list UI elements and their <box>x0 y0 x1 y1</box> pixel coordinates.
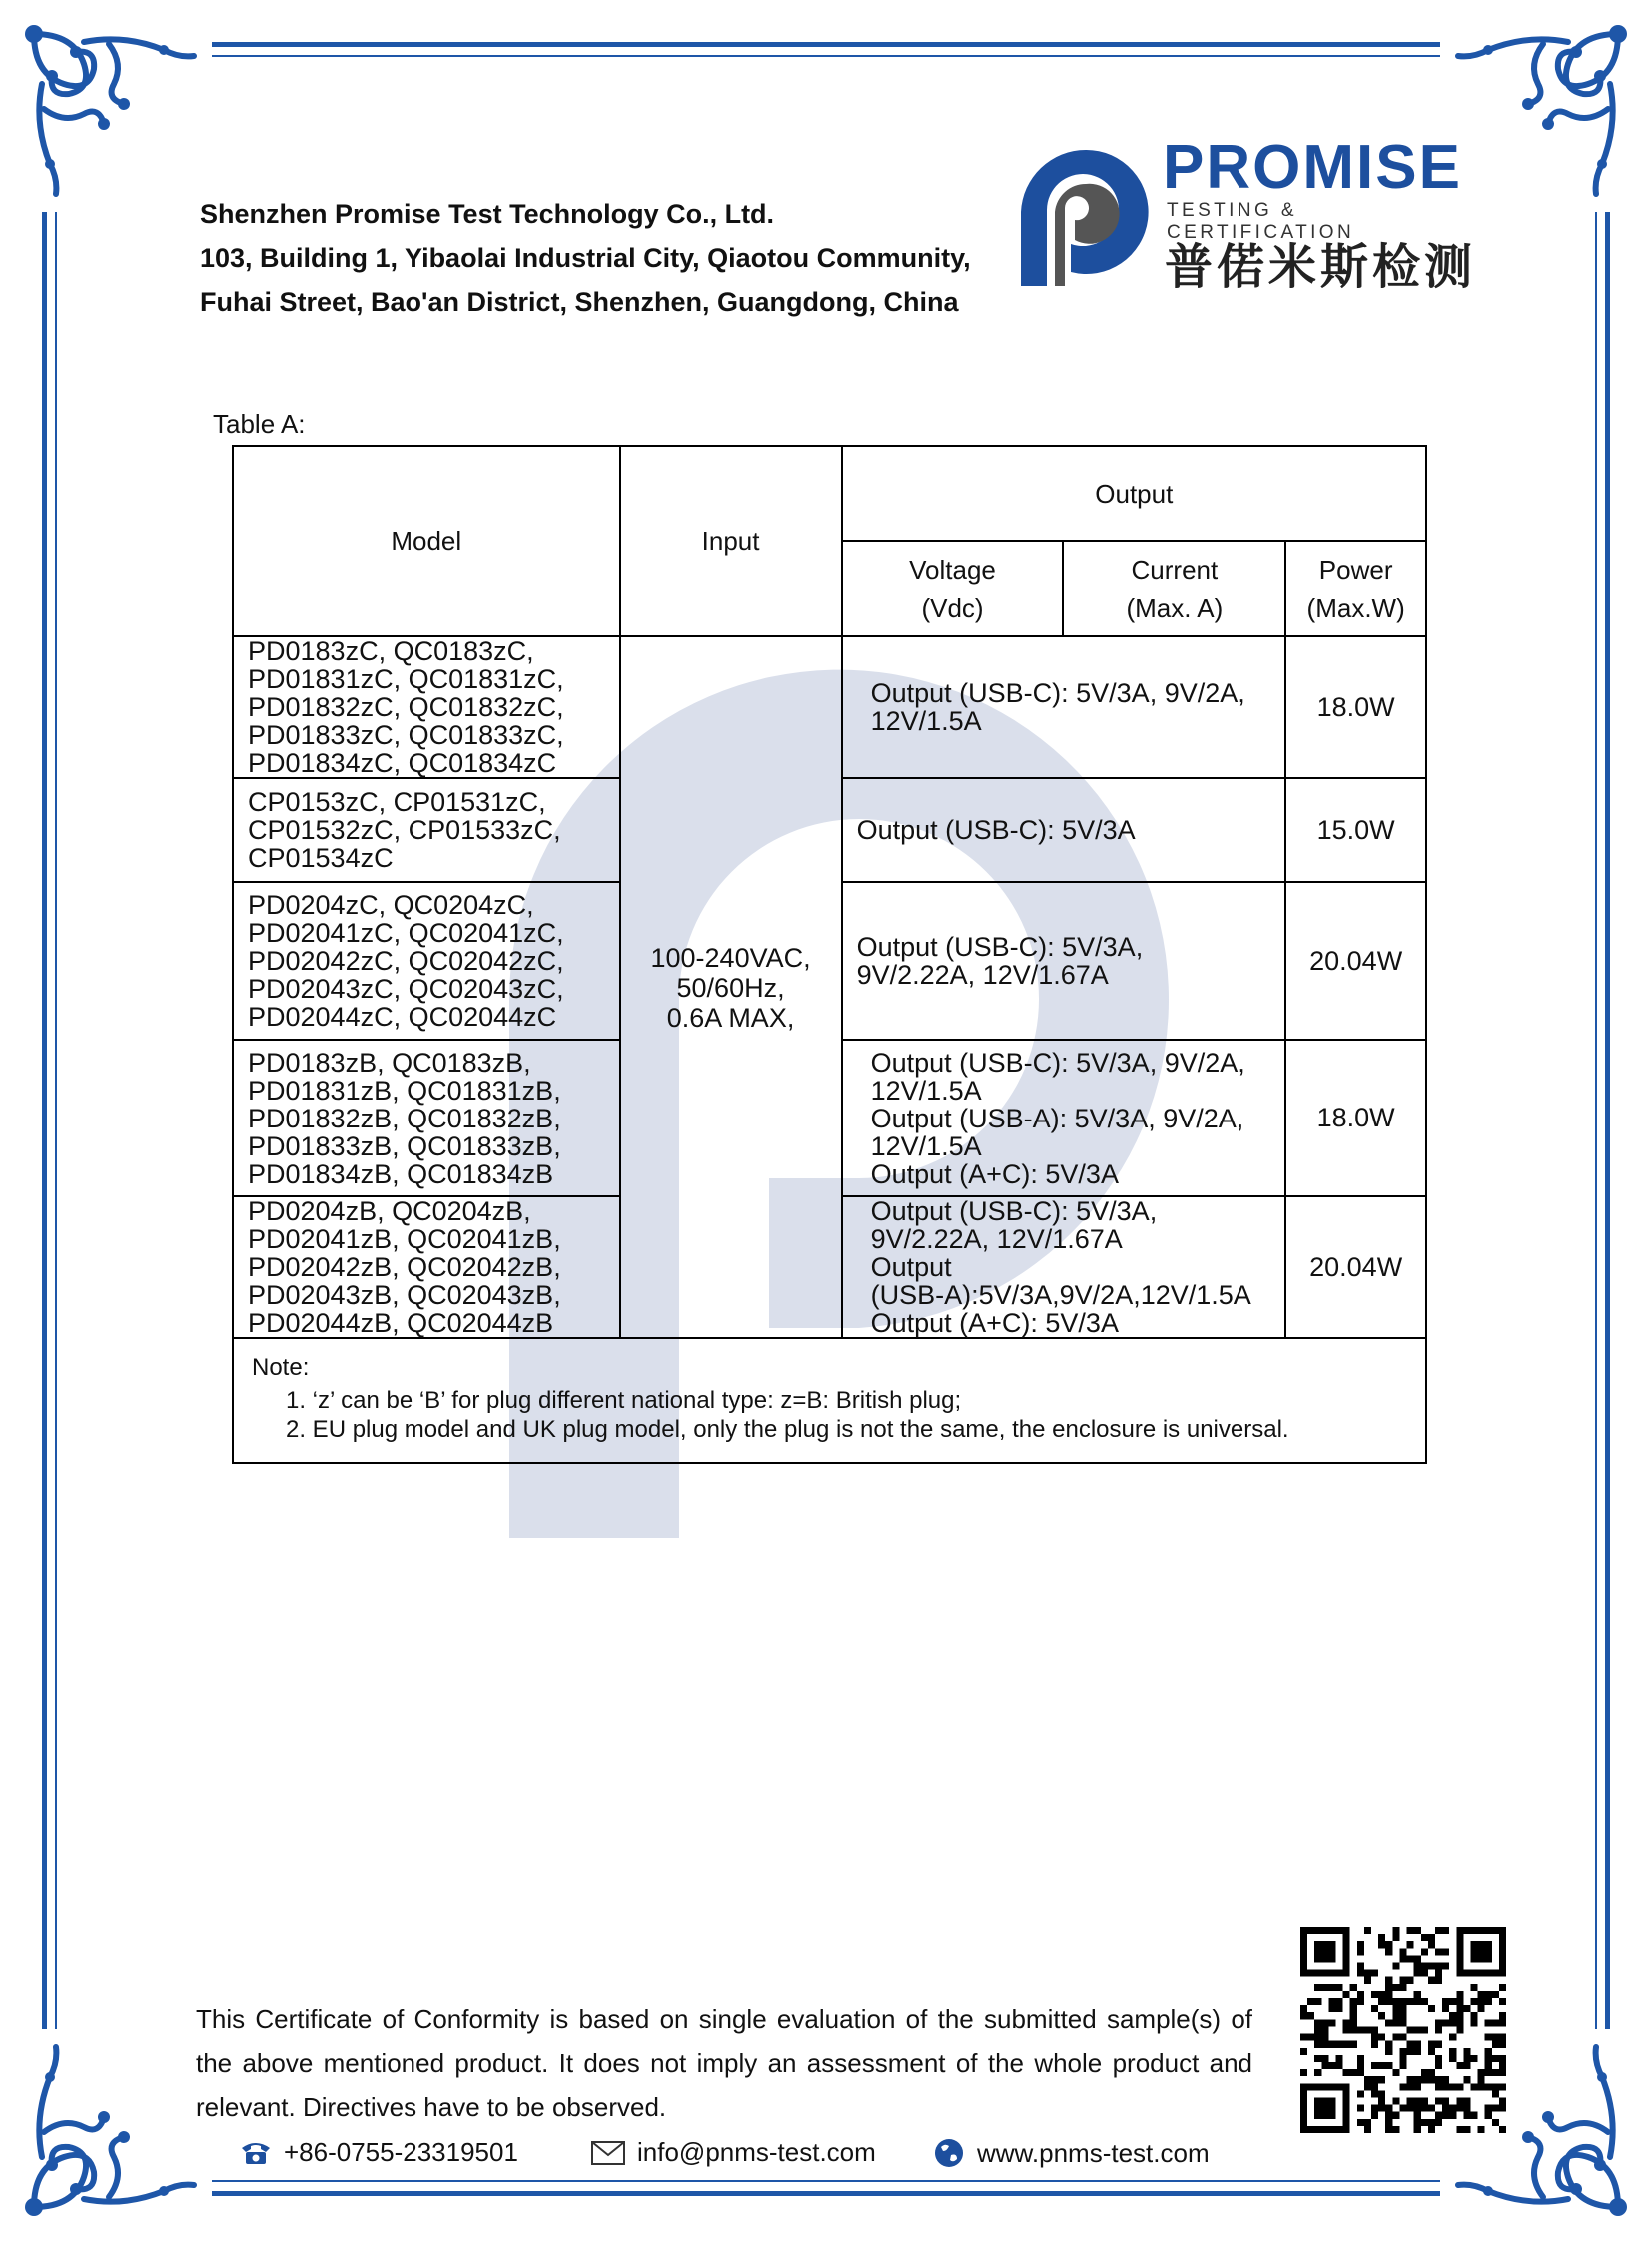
output-spec <box>842 1040 1286 1196</box>
header-power-label: Power <box>1318 554 1393 585</box>
model-line: PD01834zB, QC01834zB <box>248 1158 554 1189</box>
output-line: 12V/1.5A <box>870 1130 982 1161</box>
model-line: PD0204zB, QC0204zB, <box>248 1196 531 1226</box>
header-power <box>1285 541 1426 636</box>
border-bottom-line-thin <box>212 2180 1440 2182</box>
phone-icon <box>240 2140 272 2166</box>
output-line: Output (USB-C): 5V/3A <box>856 815 1136 845</box>
header-model: Model <box>233 446 620 636</box>
output-line: Output (USB-C): 5V/3A, 9V/2A, <box>870 678 1245 708</box>
table-row <box>233 636 1426 778</box>
model-line: PD02041zC, QC02041zC, <box>248 918 564 948</box>
power-value: 15.0W <box>1285 778 1426 882</box>
note-label: Note: <box>252 1354 310 1381</box>
logo-mark-icon <box>1011 140 1161 290</box>
model-line: PD02042zB, QC02042zB, <box>248 1252 561 1282</box>
model-list <box>233 882 620 1040</box>
model-line: PD01832zC, QC01832zC, <box>248 692 564 722</box>
model-line: PD0183zC, QC0183zC, <box>248 636 534 666</box>
model-line: PD01833zC, QC01833zC, <box>248 720 564 750</box>
model-list <box>233 778 620 882</box>
border-left-line-thin <box>55 212 57 2029</box>
model-line: CP01534zC <box>248 843 394 873</box>
model-line: PD01832zB, QC01832zB, <box>248 1103 561 1133</box>
border-bottom-line <box>212 2191 1440 2196</box>
email-address: info@pnms-test.com <box>637 2137 876 2167</box>
border-left-line <box>42 212 47 2029</box>
model-list <box>233 636 620 778</box>
model-line: PD01831zC, QC01831zC, <box>248 664 564 694</box>
model-line: PD01833zB, QC01833zB, <box>248 1130 561 1161</box>
border-top-line <box>212 42 1440 47</box>
header-current <box>1063 541 1285 636</box>
company-address-block <box>200 192 971 324</box>
note-item: 1. ‘z’ can be ‘B’ for plug different national type: z=B: British plug; <box>286 1387 962 1414</box>
note-row <box>233 1338 1426 1463</box>
model-line: PD0183zB, QC0183zB, <box>248 1047 531 1078</box>
header-output: Output <box>842 446 1426 541</box>
model-line: PD02044zC, QC02044zC <box>248 1002 557 1032</box>
model-list <box>233 1040 620 1196</box>
table-title: Table A: <box>213 409 306 439</box>
globe-icon <box>933 2137 965 2169</box>
qr-code[interactable] <box>1300 1927 1506 2133</box>
logo-tagline: TESTING & CERTIFICATION <box>1167 200 1355 243</box>
input-line: 50/60Hz, <box>676 972 785 1003</box>
address-line-1: 103, Building 1, Yibaolai Industrial City, Qiaotou Community, <box>200 243 971 273</box>
model-line: PD02042zC, QC02042zC, <box>248 946 564 976</box>
model-line: CP0153zC, CP01531zC, <box>248 787 546 817</box>
header-power-unit: (Max.W) <box>1306 592 1405 623</box>
header-voltage <box>842 541 1064 636</box>
header-voltage-unit: (Vdc) <box>921 592 984 623</box>
header-current-label: Current <box>1131 554 1219 585</box>
power-value: 20.04W <box>1285 1196 1426 1338</box>
output-line: Output (A+C): 5V/3A <box>870 1308 1119 1338</box>
output-line: 12V/1.5A <box>870 1075 982 1106</box>
website-contact[interactable] <box>933 2137 1210 2169</box>
power-value: 18.0W <box>1285 636 1426 778</box>
header-current-unit: (Max. A) <box>1126 592 1224 623</box>
phone-number: +86-0755-23319501 <box>284 2137 518 2167</box>
border-right-line <box>1605 212 1610 2029</box>
model-list <box>233 1196 620 1338</box>
input-line: 0.6A MAX, <box>666 1002 795 1033</box>
phone-contact[interactable] <box>240 2137 518 2168</box>
power-value: 18.0W <box>1285 1040 1426 1196</box>
model-line: PD01834zC, QC01834zC <box>248 748 557 778</box>
output-line: 9V/2.22A, 12V/1.67A <box>856 960 1109 990</box>
output-line: 9V/2.22A, 12V/1.67A <box>870 1224 1123 1254</box>
model-line: PD02044zB, QC02044zB <box>248 1308 554 1338</box>
corner-ornament-bottom-left <box>14 2037 204 2227</box>
model-line: PD02041zB, QC02041zB, <box>248 1224 561 1254</box>
output-line: Output <box>870 1252 952 1282</box>
output-spec <box>842 1196 1286 1338</box>
company-name: Shenzhen Promise Test Technology Co., Ltd. <box>200 199 775 229</box>
output-line: Output (USB-C): 5V/3A, 9V/2A, <box>870 1047 1245 1078</box>
input-rating <box>620 636 842 1338</box>
model-line: PD01831zB, QC01831zB, <box>248 1075 561 1106</box>
power-value: 20.04W <box>1285 882 1426 1040</box>
border-right-line-thin <box>1595 212 1597 2029</box>
output-spec <box>842 882 1286 1040</box>
website-url: www.pnms-test.com <box>977 2137 1210 2168</box>
note-item: 2. EU plug model and UK plug model, only the plug is not the same, the enclosure is universal. <box>286 1416 1289 1443</box>
model-line: CP01532zC, CP01533zC, <box>248 815 561 845</box>
input-line: 100-240VAC, <box>650 942 811 973</box>
output-line: 12V/1.5A <box>870 706 982 736</box>
model-line: PD02043zC, QC02043zC, <box>248 974 564 1004</box>
output-line: Output (USB-C): 5V/3A, <box>856 932 1144 962</box>
corner-ornament-top-left <box>14 14 204 204</box>
border-top-line-thin <box>212 55 1440 57</box>
output-spec <box>842 778 1286 882</box>
output-line: Output (USB-C): 5V/3A, <box>870 1196 1158 1226</box>
disclaimer-text: This Certificate of Conformity is based on single evaluation of the submitted sample(s) of the above mentioned product. It does not imply an assessment of the whole product and relevant. Directives have to be observed. <box>196 2004 1252 2122</box>
note-cell <box>233 1338 1426 1463</box>
output-line: Output (USB-A): 5V/3A, 9V/2A, <box>870 1103 1244 1133</box>
model-line: PD0204zC, QC0204zC, <box>248 890 534 920</box>
product-table <box>232 445 1427 1464</box>
company-logo <box>1011 132 1480 292</box>
logo-chinese-name: 普偌米斯检测 <box>1165 241 1477 294</box>
header-voltage-label: Voltage <box>909 554 996 585</box>
mail-icon <box>591 2141 625 2165</box>
output-line: Output (A+C): 5V/3A <box>870 1158 1119 1189</box>
model-line: PD02043zB, QC02043zB, <box>248 1280 561 1310</box>
email-contact[interactable] <box>591 2137 876 2168</box>
address-line-2: Fuhai Street, Bao'an District, Shenzhen, Guangdong, China <box>200 287 959 317</box>
logo-wordmark: PROMISE <box>1163 133 1462 202</box>
output-line: (USB-A):5V/3A,9V/2A,12V/1.5A <box>870 1280 1251 1310</box>
output-spec <box>842 636 1286 778</box>
header-input: Input <box>620 446 842 636</box>
